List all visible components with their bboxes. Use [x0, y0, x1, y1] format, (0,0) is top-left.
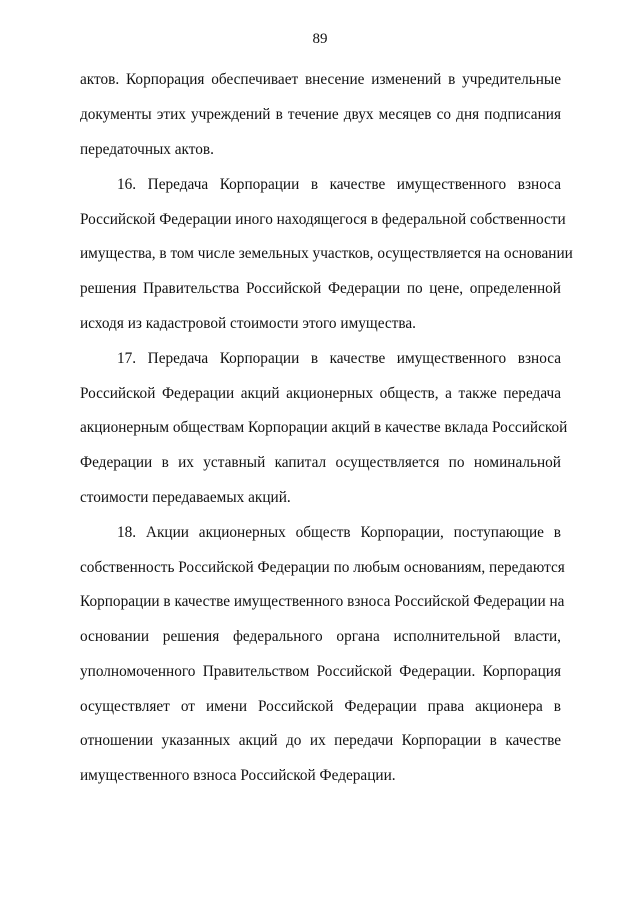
- text-line: Российской Федерации акций акционерных обществ, а также передача: [80, 385, 561, 402]
- text-line: имущественного взноса Российской Федерации.: [80, 767, 396, 784]
- text-line: исходя из кадастровой стоимости этого имущества.: [80, 315, 416, 332]
- text-line: Федерации в их уставный капитал осуществляется по номинальной: [80, 454, 561, 471]
- text-line: 16. Передача Корпорации в качестве имущественного взноса: [117, 176, 561, 193]
- text-line: стоимости передаваемых акций.: [80, 489, 291, 506]
- text-line: документы этих учреждений в течение двух месяцев со дня подписания: [80, 106, 561, 123]
- text-line: уполномоченного Правительством Российской Федерации. Корпорация: [80, 663, 561, 680]
- text-line: отношении указанных акций до их передачи Корпорации в качестве: [80, 732, 561, 749]
- text-line: имущества, в том числе земельных участков, осуществляется на основании: [80, 245, 573, 262]
- text-line: передаточных актов.: [80, 141, 214, 158]
- page-number: 89: [312, 31, 328, 47]
- text-line: собственность Российской Федерации по любым основаниям, передаются: [80, 559, 565, 576]
- text-line: основании решения федерального органа исполнительной власти,: [80, 628, 561, 645]
- text-line: акционерным обществам Корпорации акций в качестве вклада Российской: [80, 419, 568, 436]
- text-line: осуществляет от имени Российской Федерации права акционера в: [80, 698, 561, 715]
- text-line: 18. Акции акционерных обществ Корпорации, поступающие в: [117, 524, 561, 541]
- text-line: Российской Федерации иного находящегося в федеральной собственности: [80, 211, 566, 228]
- text-line: актов. Корпорация обеспечивает внесение изменений в учредительные: [80, 71, 561, 88]
- text-line: решения Правительства Российской Федерации по цене, определенной: [80, 280, 561, 297]
- text-line: 17. Передача Корпорации в качестве имущественного взноса: [117, 350, 561, 367]
- text-line: Корпорации в качестве имущественного взноса Российской Федерации на: [80, 593, 565, 610]
